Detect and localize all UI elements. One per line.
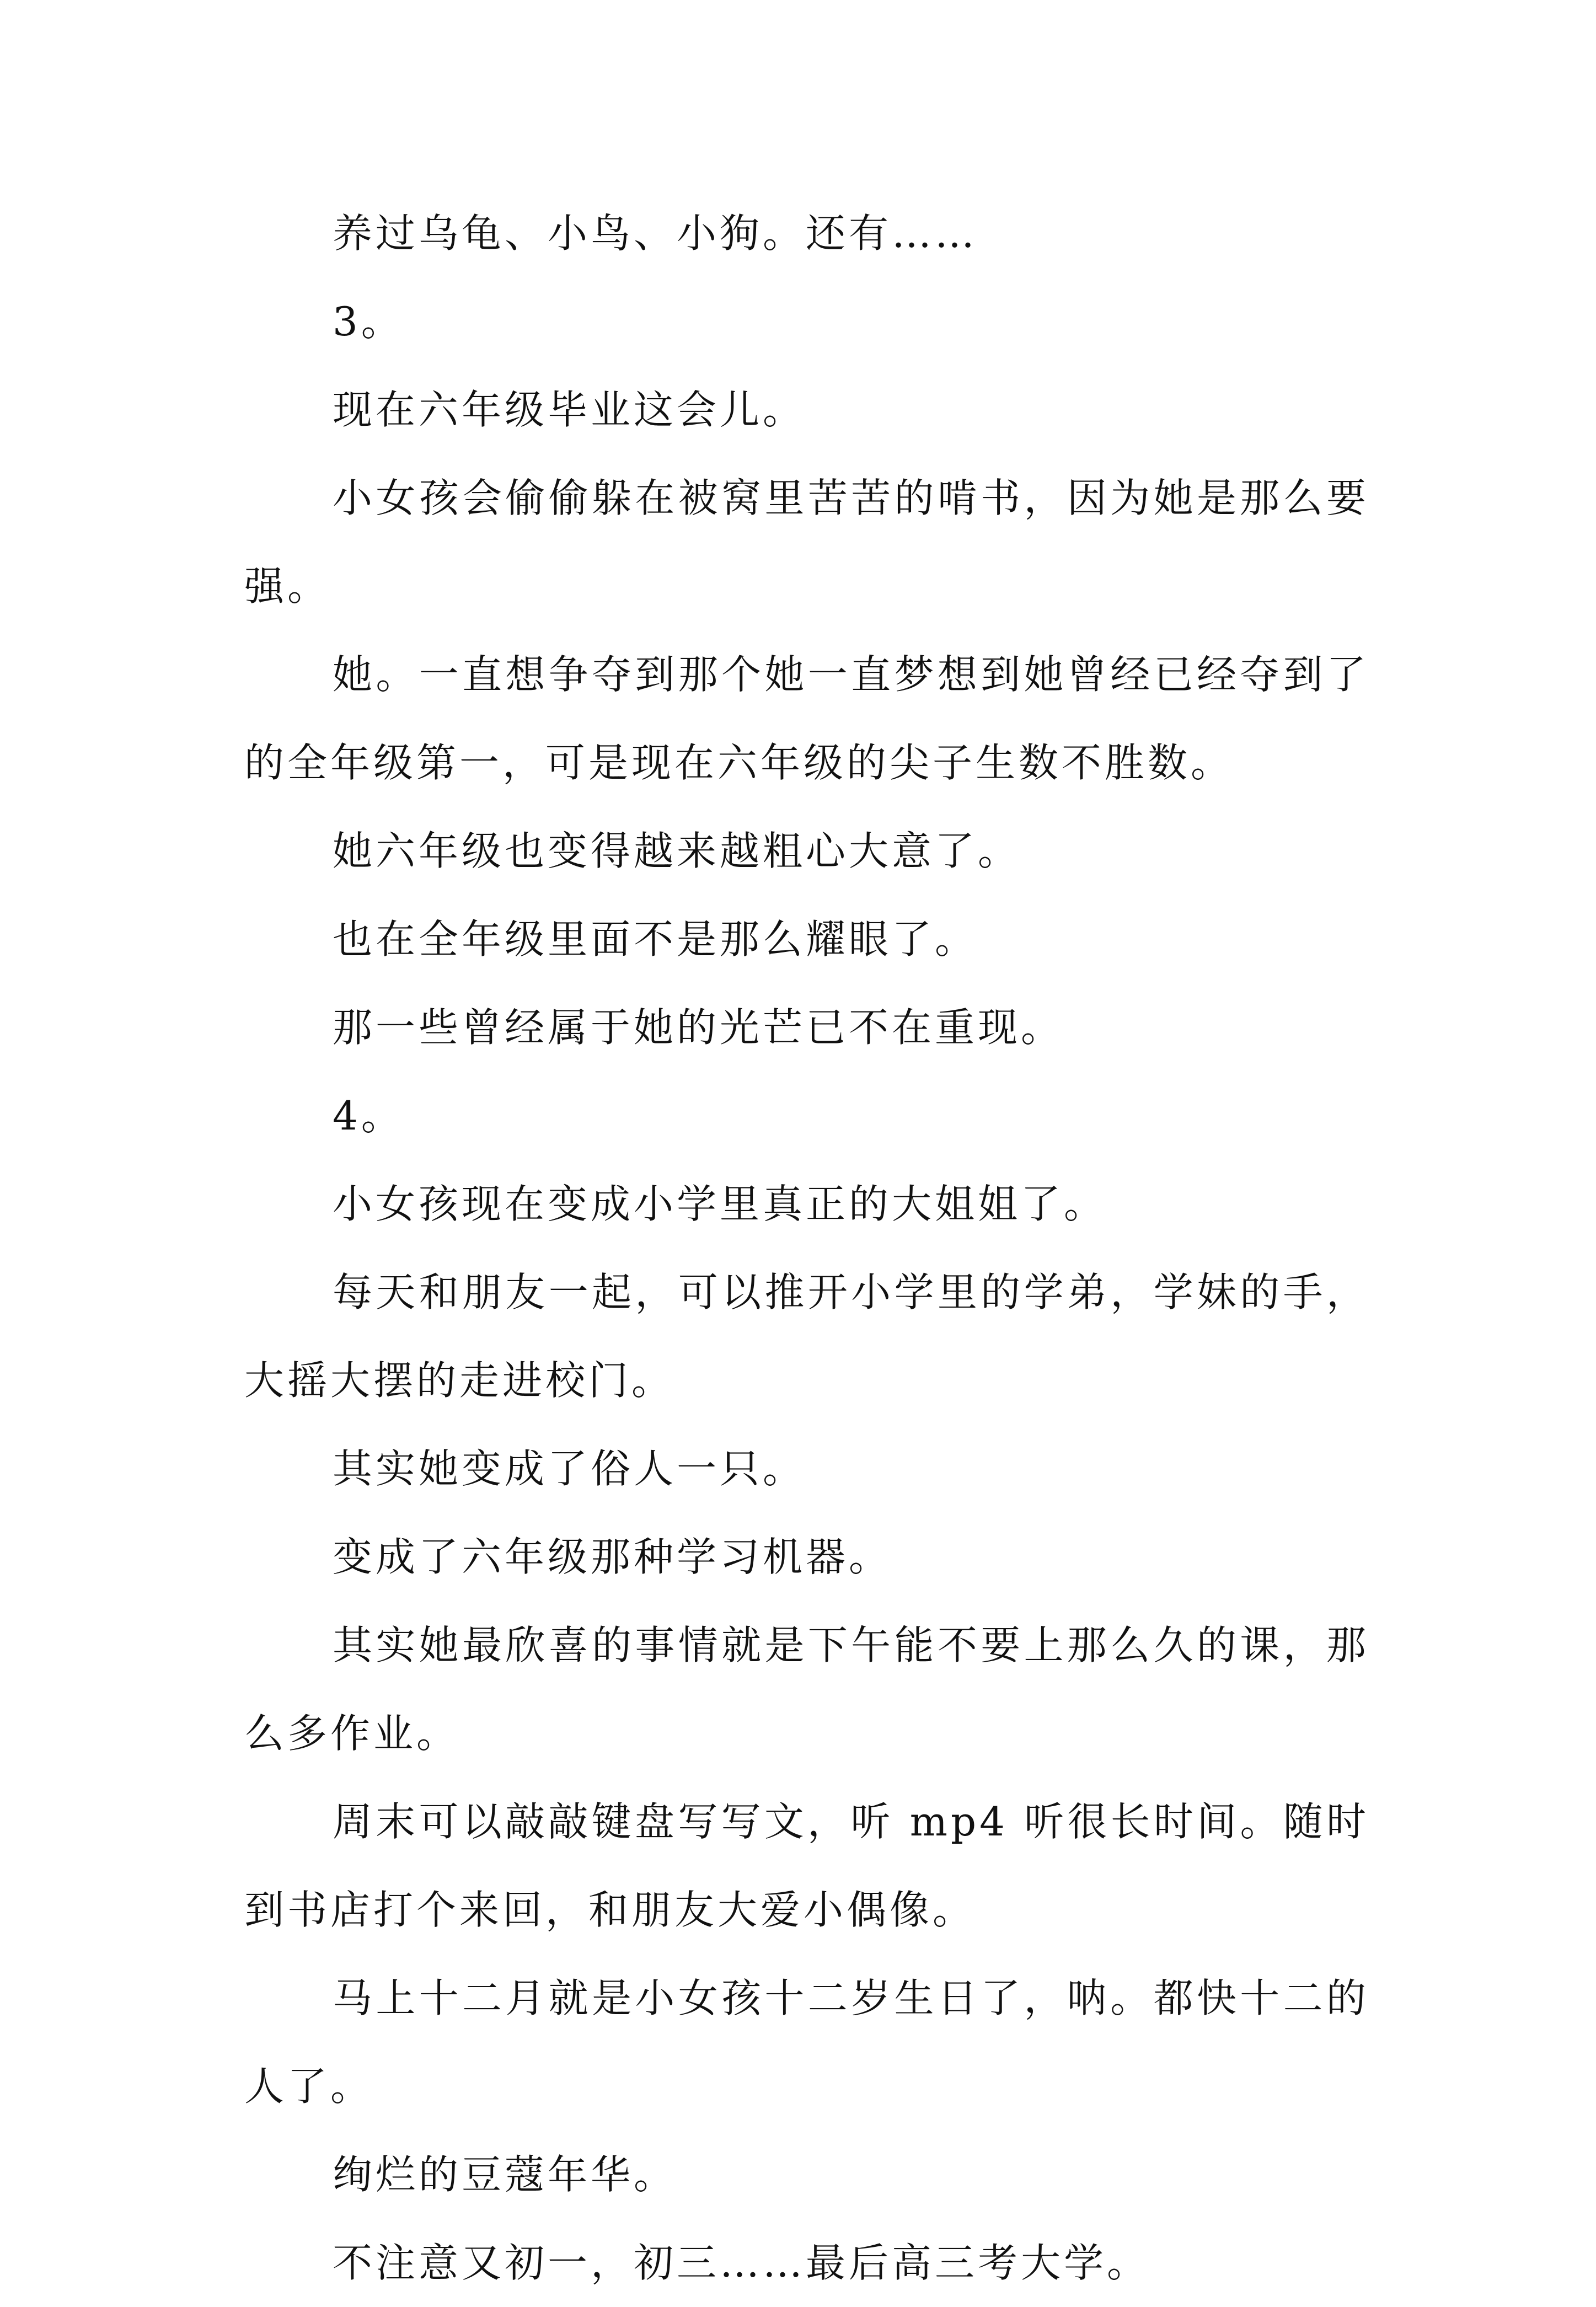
paragraph: 3。	[333, 298, 404, 345]
paragraph: 4。	[333, 1093, 404, 1139]
paragraph: 其实她最欣喜的事情就是下午能不要上那么久的课，那么多作业。	[244, 1622, 1369, 1757]
paragraph: 周末可以敲敲键盘写写文，听 mp4 听很长时间。随时到书店打个来回，和朋友大爱小偶像。	[244, 1799, 1369, 1933]
paragraph: 每天和朋友一起，可以推开小学里的学弟，学妹的手，大摇大摆的走进校门。	[244, 1269, 1369, 1404]
paragraph: 养过乌龟、小鸟、小狗。还有……	[333, 210, 978, 256]
paragraph: 变成了六年级那种学习机器。	[333, 1534, 892, 1580]
paragraph: 绚烂的豆蔻年华。	[333, 2151, 677, 2198]
paragraph: 其实她变成了俗人一只。	[333, 1446, 806, 1492]
paragraph: 小女孩现在变成小学里真正的大姐姐了。	[333, 1181, 1107, 1227]
paragraph: 那一些曾经属于她的光芒已不在重现。	[333, 1004, 1064, 1051]
document-body	[244, 189, 1369, 2307]
paragraph: 她六年级也变得越来越粗心大意了。	[333, 828, 1021, 874]
paragraph: 她。一直想争夺到那个她一直梦想到她曾经已经夺到了的全年级第一，可是现在六年级的尖子生数不胜数。	[244, 651, 1369, 786]
paragraph: 也在全年级里面不是那么耀眼了。	[333, 916, 978, 962]
paragraph: 马上十二月就是小女孩十二岁生日了，呐。都快十二的人了。	[244, 1975, 1369, 2110]
paragraph: 小女孩会偷偷躲在被窝里苦苦的啃书，因为她是那么要强。	[244, 475, 1369, 609]
paragraph: 不注意又初一，初三……最后高三考大学。	[333, 2240, 1150, 2286]
paragraph: 现在六年级毕业这会儿。	[333, 387, 806, 433]
